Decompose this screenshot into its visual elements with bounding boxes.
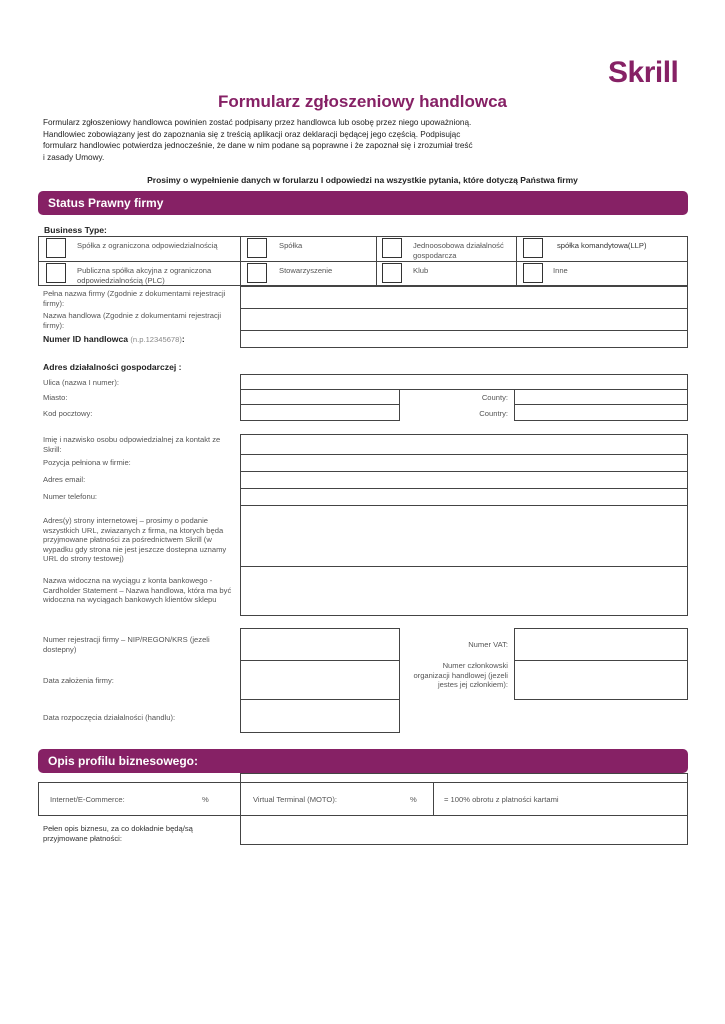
type-plc-label: Publiczna spółka akcyjna z ograniczona odpowiedzialnością (PLC): [77, 266, 212, 285]
type-partnership-checkbox[interactable]: [247, 238, 267, 258]
type-sole-trader-label: Jednoosobowa działalność gospodarcza: [413, 241, 504, 260]
founded-field[interactable]: [240, 660, 400, 700]
intro-text: [43, 117, 498, 163]
address-heading: Adres działalności gospodarczej :: [43, 362, 182, 372]
ecommerce-label: Internet/E-Commerce:: [50, 795, 125, 804]
statement-name-label: Nazwa widoczna na wyciągu z konta bankowego - Cardholder Statement – Nazwa handlowa, która ma być widoczna na wyciągach bankowych klientów sklepu: [43, 576, 232, 604]
position-field[interactable]: [240, 454, 688, 472]
intro-line: Handlowiec zobowiązany jest do zapoznania się z treścią aplikacji oraz deklaracji będącej jego częścią. Podpisując: [43, 129, 461, 139]
skrill-logo: Skrill: [608, 56, 679, 89]
street-field[interactable]: [240, 374, 688, 390]
type-club-label: Klub: [413, 266, 429, 275]
country-field[interactable]: [514, 404, 688, 421]
phone-label: Numer telefonu:: [43, 492, 98, 501]
business-description-label: Pełen opis biznesu, za co dokładnie będą/są przyjmowane płatności:: [43, 824, 193, 843]
type-llc-checkbox[interactable]: [46, 238, 66, 258]
county-label: County:: [481, 393, 508, 402]
start-date-label: Data rozpoczęcia działalności (handlu):: [43, 713, 176, 722]
intro-line: i zasady Umowy.: [43, 152, 105, 162]
website-label: Adres(y) strony internetowej – prosimy o podanie wszystkich URL, zwiazanych z firma, na ktorych będa przyjmowane płatności za pośrednictwem Skrill (w wypadku gdy strona nie jest jeszcze dostepna uznamy URL do strony testowej): [43, 516, 227, 563]
trade-member-field[interactable]: [514, 660, 688, 700]
moto-label: Virtual Terminal (MOTO):: [253, 795, 337, 804]
trade-member-label: Numer członkowski organizacji handlowej (jezeli jestes jej członkiem):: [413, 661, 508, 689]
country-label: Country:: [479, 409, 508, 418]
ecommerce-percent-input[interactable]: [140, 788, 198, 810]
type-llc-label: Spółka z ograniczona odpowiedzialnością: [77, 241, 218, 250]
merchant-id-hint: (n.p.12345678): [130, 335, 182, 344]
type-association-checkbox[interactable]: [247, 263, 267, 283]
vat-field[interactable]: [514, 628, 688, 661]
type-llp-label: spółka komandytowa(LLP): [557, 241, 647, 250]
full-name-field[interactable]: [240, 286, 688, 309]
merchant-id-label: [43, 334, 185, 344]
intro-line: formularz handlowiec potwierdza jednocześnie, że dane w nim podane są poprawne i że zapoznał się i zrozumiał treść: [43, 141, 473, 150]
ecommerce-percent: %: [202, 795, 209, 804]
trade-name-label: Nazwa handlowa (Zgodnie z dokumentami rejestracji firmy):: [43, 311, 222, 330]
reg-number-field[interactable]: [240, 628, 400, 661]
full-name-label: Pełna nazwa firmy (Zgodnie z dokumentami rejestracji firmy):: [43, 289, 226, 308]
founded-label: Data założenia firmy:: [43, 676, 114, 685]
phone-field[interactable]: [240, 488, 688, 506]
email-field[interactable]: [240, 471, 688, 489]
merchant-id-colon: :: [181, 334, 185, 344]
moto-percent-input[interactable]: [355, 788, 407, 810]
trade-name-field[interactable]: [240, 308, 688, 331]
start-date-field[interactable]: [240, 699, 400, 733]
type-plc-checkbox[interactable]: [46, 263, 66, 283]
business-description-field[interactable]: [240, 815, 688, 845]
email-label: Adres email:: [43, 475, 86, 484]
statement-name-field[interactable]: [240, 566, 688, 616]
reg-number-label: Numer rejestracji firmy – NIP/REGON/KRS (jezeli dostepny): [43, 635, 210, 654]
vat-label: Numer VAT:: [468, 640, 508, 649]
street-label: Ulica (nazwa I numer):: [43, 378, 119, 387]
type-association-label: Stowarzyszenie: [279, 266, 333, 275]
merchant-id-label-text: Numer ID handlowca: [43, 334, 128, 344]
city-label: Miasto:: [43, 393, 68, 402]
type-other-checkbox[interactable]: [523, 263, 543, 283]
intro-line: Formularz zgłoszeniowy handlowca powinien zostać podpisany przez handlowca lub osobę przez niego upoważnioną.: [43, 118, 472, 127]
business-type-label: Business Type:: [44, 225, 107, 235]
website-field[interactable]: [240, 505, 688, 567]
postal-field[interactable]: [240, 404, 400, 421]
position-label: Pozycja pełniona w firmie:: [43, 458, 131, 467]
postal-label: Kod pocztowy:: [43, 409, 93, 418]
section-legal-status-header: Status Prawny firmy: [38, 191, 688, 215]
type-llp-checkbox[interactable]: [523, 238, 543, 258]
type-partnership-label: Spółka: [279, 241, 303, 250]
fill-notice: Prosimy o wypełnienie danych w forularzu I odpowiedzi na wszystkie pytania, które dotyczą Państwa firmy: [147, 175, 578, 185]
section-business-profile-header: Opis profilu biznesowego:: [38, 749, 688, 773]
contact-name-label: Imię i nazwisko osobu odpowiedzialnej za kontakt ze Skrill:: [43, 435, 221, 454]
merchant-id-field[interactable]: [240, 330, 688, 348]
form-title: Formularz zgłoszeniowy handlowca: [217, 92, 508, 111]
moto-percent: %: [410, 795, 417, 804]
type-club-checkbox[interactable]: [382, 263, 402, 283]
city-field[interactable]: [240, 389, 400, 405]
county-field[interactable]: [514, 389, 688, 405]
type-sole-trader-checkbox[interactable]: [382, 238, 402, 258]
card-turnover-note: = 100% obrotu z platności kartami: [444, 795, 559, 804]
contact-name-field[interactable]: [240, 434, 688, 455]
type-other-label: Inne: [553, 266, 568, 275]
